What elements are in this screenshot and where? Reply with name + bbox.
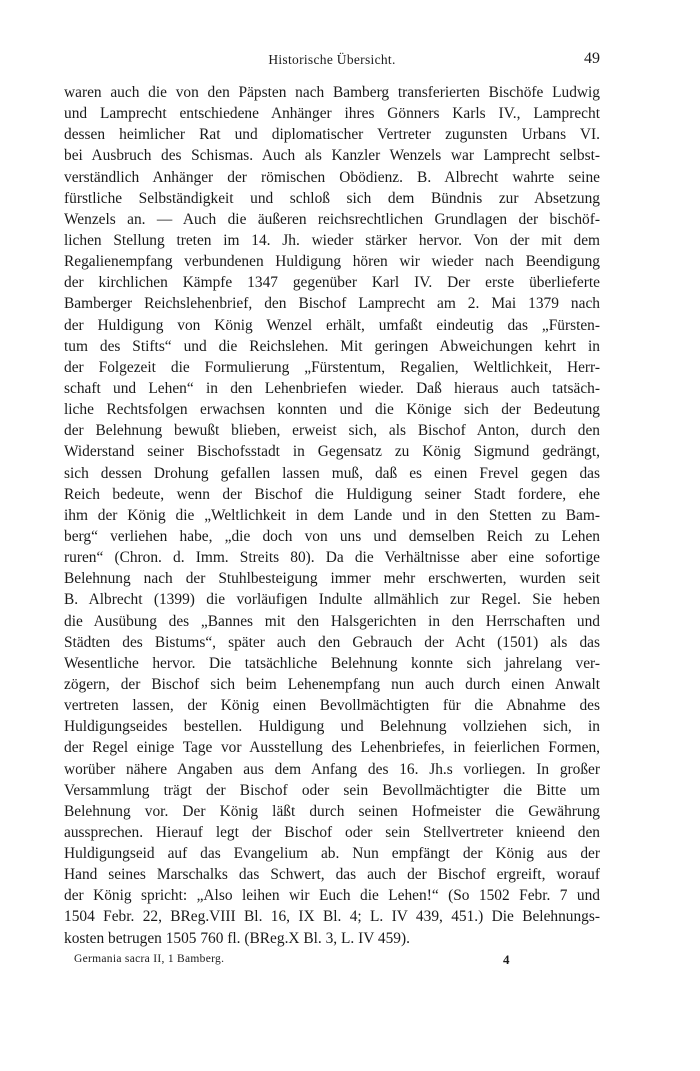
signature-mark: 4 xyxy=(503,951,510,967)
text-line: der kirchlichen Kämpfe 1347 gegenüber Karl IV. Der erste überlieferte xyxy=(64,274,600,292)
text-line: der König spricht: „Also leihen wir Euch die Lehen!“ (So 1502 Febr. 7 und xyxy=(64,887,600,905)
text-line: waren auch die von den Päpsten nach Bamberg transferierten Bischöfe Ludwig xyxy=(64,84,600,101)
text-line: schaft und Lehen“ in den Lehenbriefen wieder. Daß hieraus auch tatsäch- xyxy=(64,379,600,397)
text-line: tum des Stifts“ und die Reichslehen. Mit geringen Abweichungen kehrt in xyxy=(64,337,600,355)
book-page xyxy=(64,52,600,971)
text-line: vertreten lassen, der König einen Bevollmächtigten für die Abnahme des xyxy=(64,697,600,715)
text-line: sich dessen Drohung gefallen lassen muß, daß es einen Frevel gegen das xyxy=(64,464,600,482)
text-line: 1504 Febr. 22, BReg.VIII Bl. 16, IX Bl. 4; L. IV 439, 451.) Die Belehnungs- xyxy=(64,908,600,926)
text-line: berg“ verliehen habe, „die doch von uns und demselben Reich zu Lehen xyxy=(64,527,600,545)
text-line: bei Ausbruch des Schismas. Auch als Kanzler Wenzels war Lamprecht selbst- xyxy=(64,147,600,165)
text-line: die Ausübung des „Bannes mit den Halsgerichten in den Herrschaften und xyxy=(64,612,600,630)
text-line: Versammlung trägt der Bischof oder sein Bevollmächtigter die Bitte um xyxy=(64,781,600,799)
text-line: verständlich Anhänger der römischen Obödienz. B. Albrecht wahrte seine xyxy=(64,168,600,186)
text-line: ihm der König die „Weltlichkeit in dem Lande und in den Stetten zu Bam- xyxy=(64,506,600,524)
running-head xyxy=(64,52,600,76)
text-line: Städten des Bistums“, später auch den Gebrauch der Acht (1501) als das xyxy=(64,633,600,651)
text-line: Widerstand seiner Bischofsstadt in Gegensatz zu König Sigmund gedrängt, xyxy=(64,443,600,461)
text-line: Regalienempfang verbundenen Huldigung hören wir wieder nach Beendigung xyxy=(64,253,600,271)
text-line: fürstliche Selbständigkeit und schloß sich dem Bündnis zur Absetzung xyxy=(64,189,600,207)
text-line: Huldigungseides bestellen. Huldigung und Belehnung vollziehen sich, in xyxy=(64,718,600,736)
page-footer xyxy=(64,953,600,971)
text-line: Wesentliche hervor. Die tatsächliche Belehnung konnte sich jahrelang ver- xyxy=(64,654,600,672)
text-line: und Lamprecht entschiedene Anhänger ihres Gönners Karls IV., Lamprecht xyxy=(64,105,600,123)
text-line: Belehnung vor. Der König läßt durch seinen Hofmeister die Gewährung xyxy=(64,802,600,820)
text-line: Huldigungseid auf das Evangelium ab. Nun empfängt der König aus der xyxy=(64,845,600,863)
text-line: Hand seines Marschalks das Schwert, das auch der Bischof ergreift, worauf xyxy=(64,866,600,884)
text-line: zögern, der Bischof sich beim Lehenempfang nun auch durch einen Anwalt xyxy=(64,675,600,693)
text-line: der Belehnung bewußt blieben, erweist sich, als Bischof Anton, durch den xyxy=(64,422,600,440)
page-number: 49 xyxy=(584,50,600,67)
text-line: der Folgezeit die Formulierung „Fürstentum, Regalien, Weltlichkeit, Herr- xyxy=(64,358,600,376)
text-line: aussprechen. Hierauf legt der Bischof oder sein Stellvertreter knieend den xyxy=(64,823,600,841)
text-line: kosten betrugen 1505 760 fl. (BReg.X Bl. 3, L. IV 459). xyxy=(64,929,410,947)
text-line: dessen heimlicher Rat und diplomatischer Vertreter zugunsten Urbans VI. xyxy=(64,126,600,144)
text-line: worüber nähere Angaben aus dem Anfang des 16. Jh.s vorliegen. In großer xyxy=(64,760,600,778)
text-line: der Regel einige Tage vor Ausstellung des Lehenbriefes, in feierlichen Formen, xyxy=(64,739,600,757)
text-line: ruren“ (Chron. d. Imm. Streits 80). Da die Verhältnisse aber eine sofortige xyxy=(64,549,600,567)
text-line: lichen Stellung treten im 14. Jh. wieder stärker hervor. Von der mit dem xyxy=(64,231,600,249)
running-head-title: Historische Übersicht. xyxy=(268,52,396,67)
text-line: der Huldigung von König Wenzel erhält, umfaßt eindeutig das „Fürsten- xyxy=(64,316,600,334)
text-line: liche Rechtsfolgen erwachsen konnten und die Könige sich der Bedeutung xyxy=(64,401,600,419)
body-paragraph xyxy=(64,82,600,949)
printer-signature: Germania sacra II, 1 Bamberg. xyxy=(74,952,225,965)
text-line: B. Albrecht (1399) die vorläufigen Indulte allmählich zur Regel. Sie heben xyxy=(64,591,600,609)
text-line: Bamberger Reichslehenbrief, den Bischof Lamprecht am 2. Mai 1379 nach xyxy=(64,295,600,313)
text-line: Wenzels an. — Auch die äußeren reichsrechtlichen Grundlagen der bischöf- xyxy=(64,210,600,228)
text-line: Reich bedeute, wenn der Bischof die Huldigung seiner Stadt fordere, ehe xyxy=(64,485,600,503)
text-line: Belehnung nach der Stuhlbesteigung immer mehr erschwerten, wurden seit xyxy=(64,570,600,588)
